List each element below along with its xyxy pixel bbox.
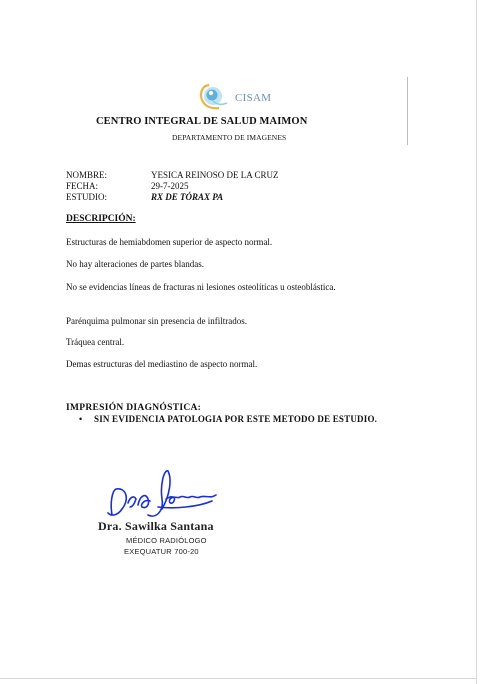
- date-value: 29-7-2025: [151, 181, 189, 191]
- study-label: ESTUDIO:: [66, 192, 107, 202]
- impression-list: [66, 414, 377, 424]
- study-value: RX DE TÓRAX PA: [151, 192, 224, 202]
- organization-name: CENTRO INTEGRAL DE SALUD MAIMON: [96, 116, 308, 127]
- impression-text: SIN EVIDENCIA PATOLOGIA POR ESTE METODO DE ESTUDIO.: [94, 414, 378, 424]
- handwritten-signature: [100, 465, 230, 525]
- date-label: FECHA:: [66, 181, 99, 191]
- name-value: YESICA REINOSO DE LA CRUZ: [151, 170, 279, 180]
- name-label: NOMBRE:: [66, 170, 108, 180]
- department-name: DEPARTAMENTO DE IMAGENES: [172, 133, 287, 142]
- cisam-logo: [193, 83, 273, 111]
- description-heading: DESCRIPCIÓN:: [66, 214, 136, 224]
- finding-item: Tráquea central.: [66, 337, 125, 347]
- bullet-icon: •: [79, 414, 83, 424]
- cisam-emblem-icon: [193, 83, 235, 113]
- margin-rule: [407, 77, 408, 145]
- impression-item: [66, 414, 377, 424]
- doctor-title: MÉDICO RADIÓLOGO: [126, 536, 207, 545]
- page-edge: [0, 678, 476, 679]
- finding-item: Demas estructuras del mediastino de aspecto normal.: [66, 359, 258, 369]
- impression-heading: IMPRESIÓN DIAGNÓSTICA:: [66, 403, 202, 413]
- logo-text: CISAM: [235, 92, 272, 104]
- finding-item: No se evidencias líneas de fracturas ni lesiones osteolíticas u osteoblástica.: [66, 282, 336, 292]
- doctor-license: EXEQUATUR 700-20: [124, 547, 199, 556]
- finding-item: No hay alteraciones de partes blandas.: [66, 259, 204, 269]
- finding-item: Estructuras de hemiabdomen superior de aspecto normal.: [66, 237, 273, 247]
- finding-item: Parénquima pulmonar sin presencia de infiltrados.: [66, 316, 247, 326]
- doctor-name: Dra. Sawilka Santana: [98, 519, 214, 533]
